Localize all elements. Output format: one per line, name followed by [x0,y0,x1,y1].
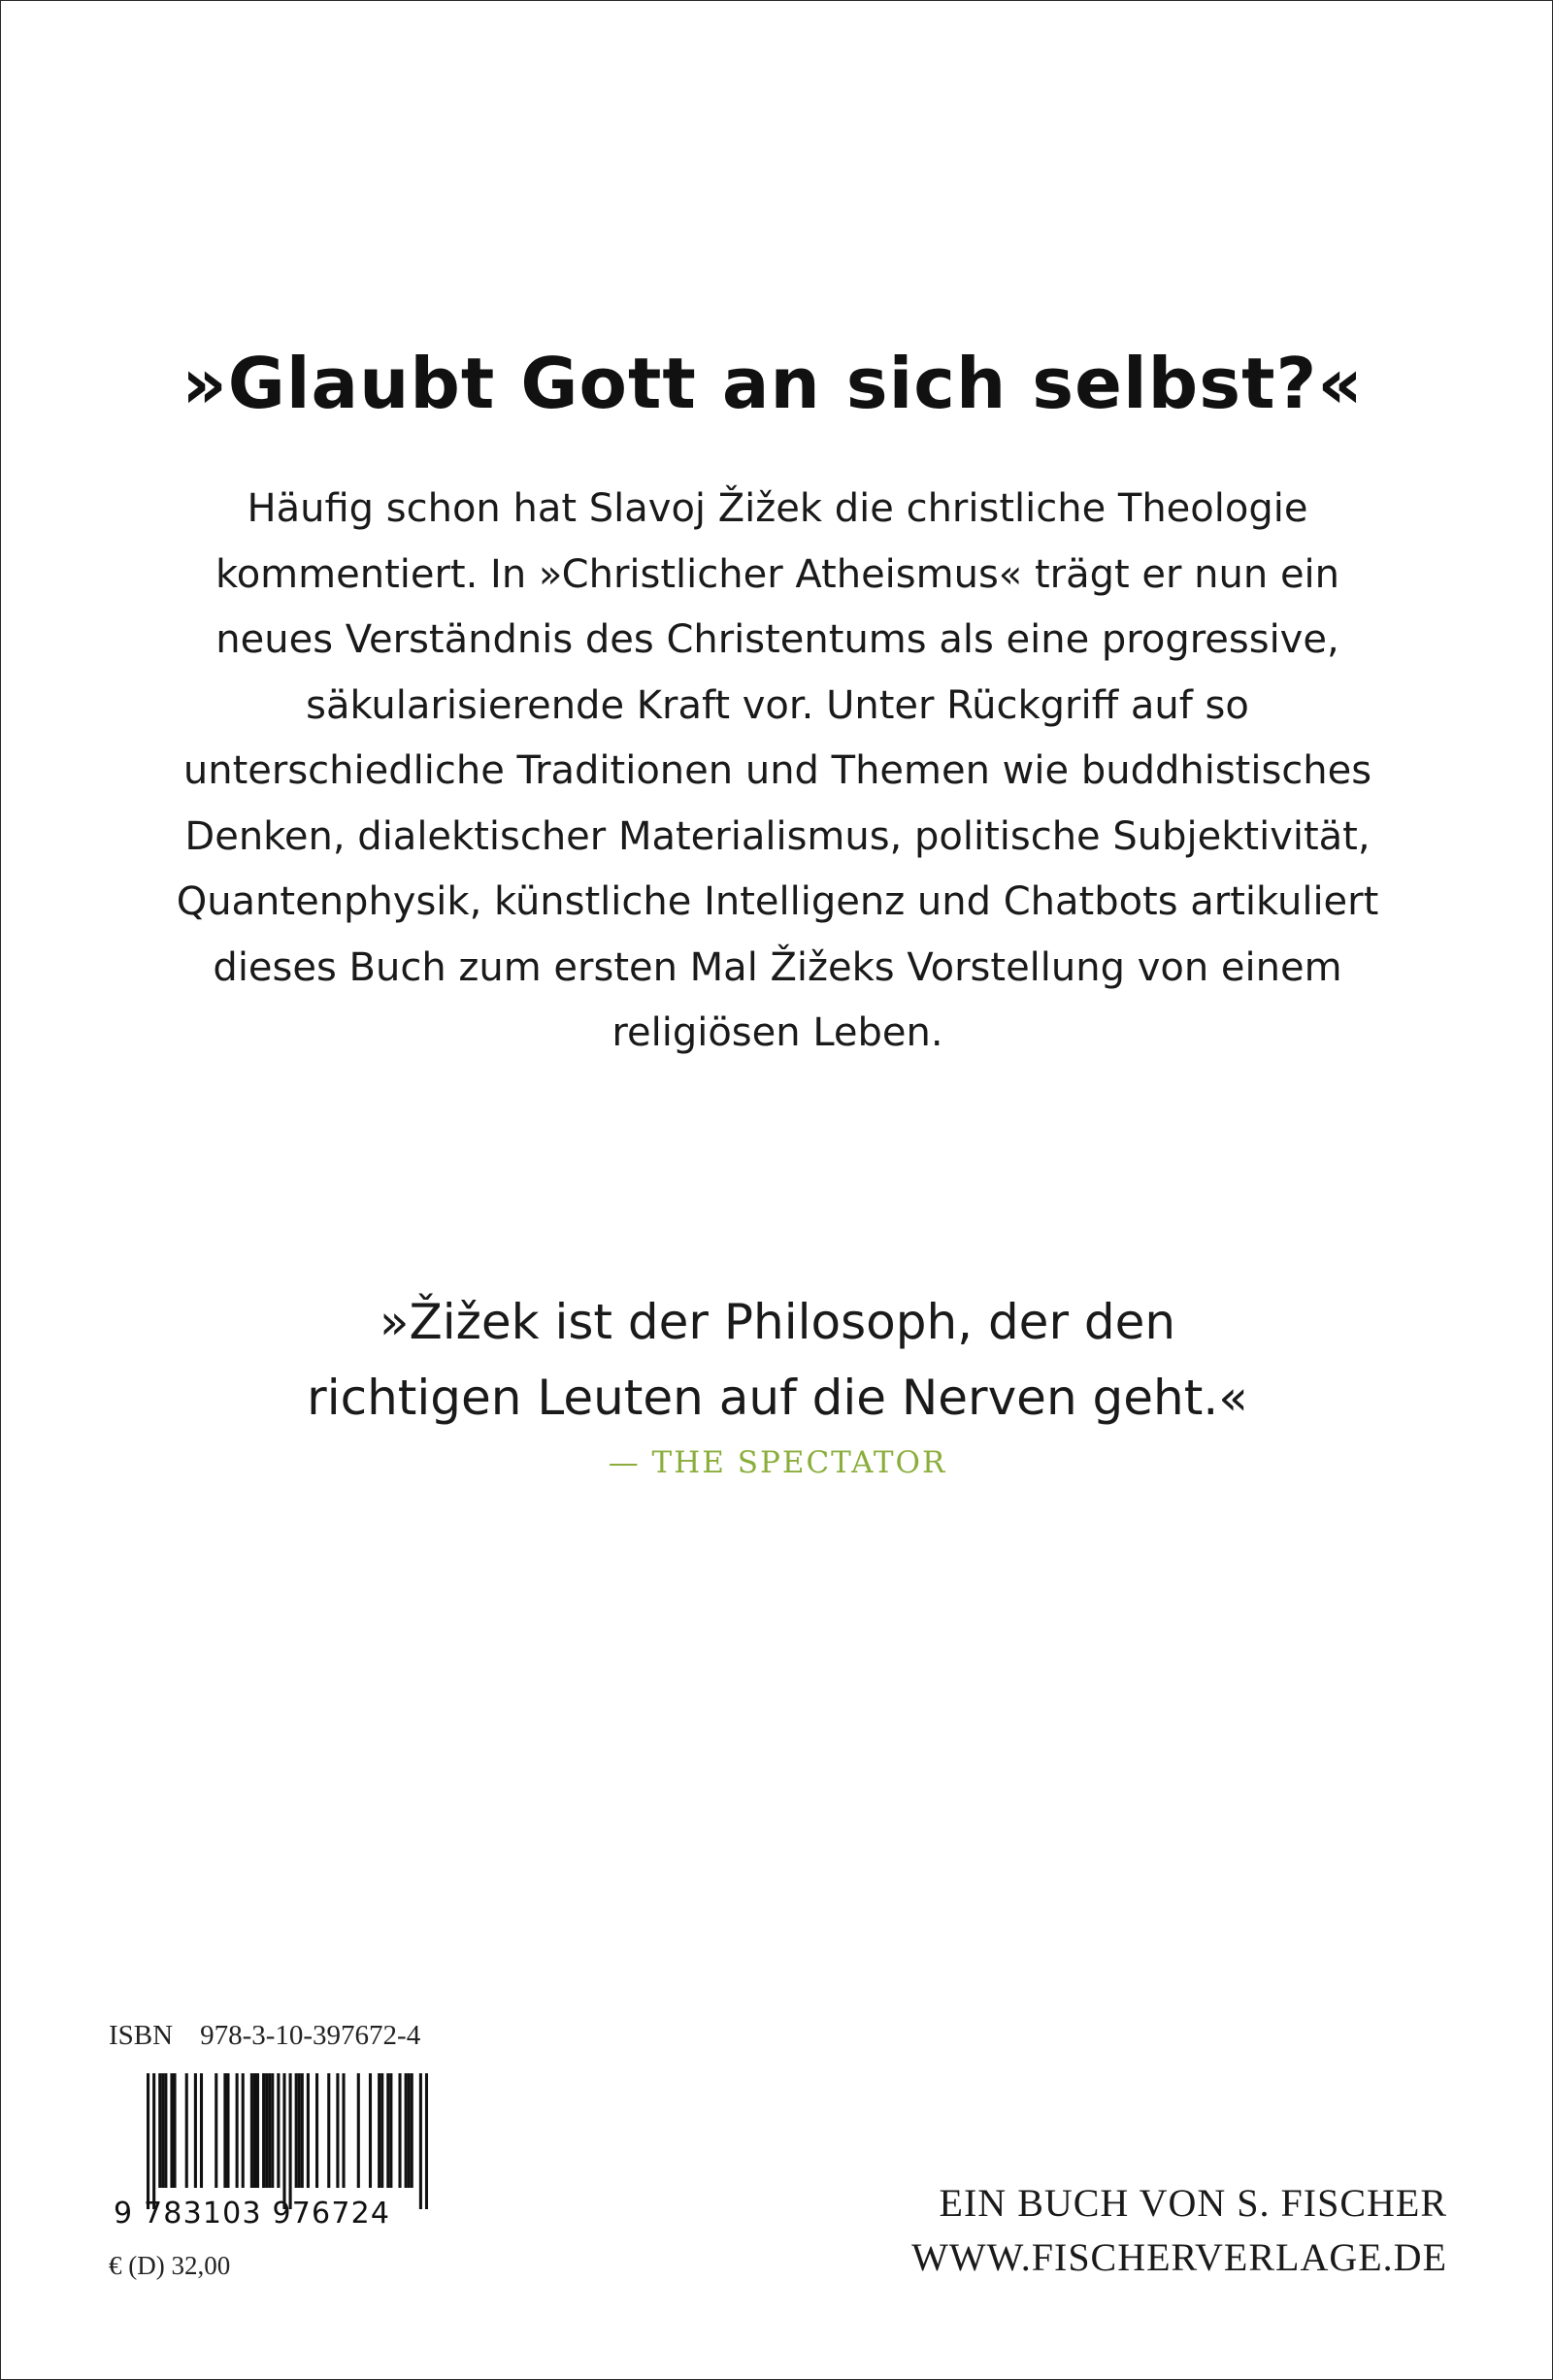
barcode-bar [398,2073,401,2188]
barcode-bar [250,2073,253,2188]
press-quote [195,1284,1360,1436]
barcode-bar [226,2073,229,2188]
blurb-line: kommentiert. In »Christlicher Atheismus« trägt er nun ein [215,551,1340,597]
barcode-bar [342,2073,345,2188]
barcode-bar [170,2073,173,2188]
barcode-bar [357,2073,360,2188]
barcode-bar [223,2073,226,2188]
blurb-line: Häufig schon hat Slavoj Žižek die christliche Theologie [247,486,1308,531]
barcode-bar [369,2073,372,2188]
barcode-bar [336,2073,339,2188]
blurb-line: säkularisierende Kraft vor. Unter Rückgriff auf so [306,682,1249,728]
barcode-bar [236,2073,239,2188]
quote-source: — THE SPECTATOR [608,1445,947,1480]
blurb-line: dieses Buch zum ersten Mal Žižeks Vorstellung von einem [213,944,1342,990]
barcode-bar [386,2073,389,2188]
barcode-bar [315,2073,318,2188]
quote-line: richtigen Leuten auf die Nerven geht.« [307,1370,1248,1426]
barcode-bar [301,2073,304,2188]
barcode [147,2073,428,2209]
barcode-guard-bar [147,2073,149,2209]
blurb-line: religiösen Leben. [611,1010,943,1055]
barcode-bar [405,2073,408,2188]
barcode-bar [380,2073,383,2188]
quote-line: »Žižek ist der Philosoph, der den [379,1294,1176,1350]
barcode-bar [200,2073,203,2188]
barcode-bar [164,2073,167,2188]
barcode-bar [173,2073,176,2188]
publisher-website: WWW.FISCHERVERLAGE.DE [911,2235,1447,2279]
isbn [109,2020,420,2052]
barcode-bar [215,2073,217,2188]
barcode-bar [253,2073,256,2188]
barcode-bar [194,2073,197,2188]
barcode-bar [158,2073,161,2188]
barcode-bar [185,2073,188,2188]
barcode-bar [256,2073,259,2188]
barcode-guard-bar [419,2073,422,2209]
barcode-guard-bar [289,2073,292,2209]
blurb-line: neues Verständnis des Christentums als eine progressive, [215,617,1339,662]
barcode-bar [378,2073,380,2188]
barcode-guard-bar [282,2073,285,2209]
blurb-text [147,477,1408,1067]
headline-text: »Glaubt Gott an sich selbst?« [182,343,1364,424]
barcode-bar [262,2073,265,2188]
isbn-number: 978-3-10-397672-4 [200,2020,421,2051]
publisher-name: EIN BUCH VON S. FISCHER [939,2181,1447,2225]
isbn-label: ISBN [109,2020,174,2051]
barcode-guard-bar [425,2073,428,2209]
barcode-bar [161,2073,164,2188]
publisher-info [911,2176,1447,2285]
barcode-bar [389,2073,392,2188]
barcode-guard-bar [152,2073,155,2209]
barcode-bar [242,2073,245,2188]
barcode-bar [271,2073,274,2188]
barcode-bar [327,2073,330,2188]
blurb-line: unterschiedliche Traditionen und Themen wie buddhistisches [182,748,1372,793]
barcode-bar [411,2073,413,2188]
barcode-bar [295,2073,298,2188]
headline [1,343,1553,424]
barcode-bar [268,2073,271,2188]
price: € (D) 32,00 [109,2251,231,2280]
barcode-digits: 9 783103 976724 [114,2197,391,2231]
barcode-bar [307,2073,310,2188]
barcode-bar [265,2073,268,2188]
blurb-line: Quantenphysik, künstliche Intelligenz und Chatbots artikuliert [176,879,1379,924]
barcode-bar [277,2073,280,2188]
blurb-line: Denken, dialektischer Materialismus, politische Subjektivität, [184,813,1371,859]
barcode-bar [408,2073,411,2188]
barcode-bar [298,2073,301,2188]
